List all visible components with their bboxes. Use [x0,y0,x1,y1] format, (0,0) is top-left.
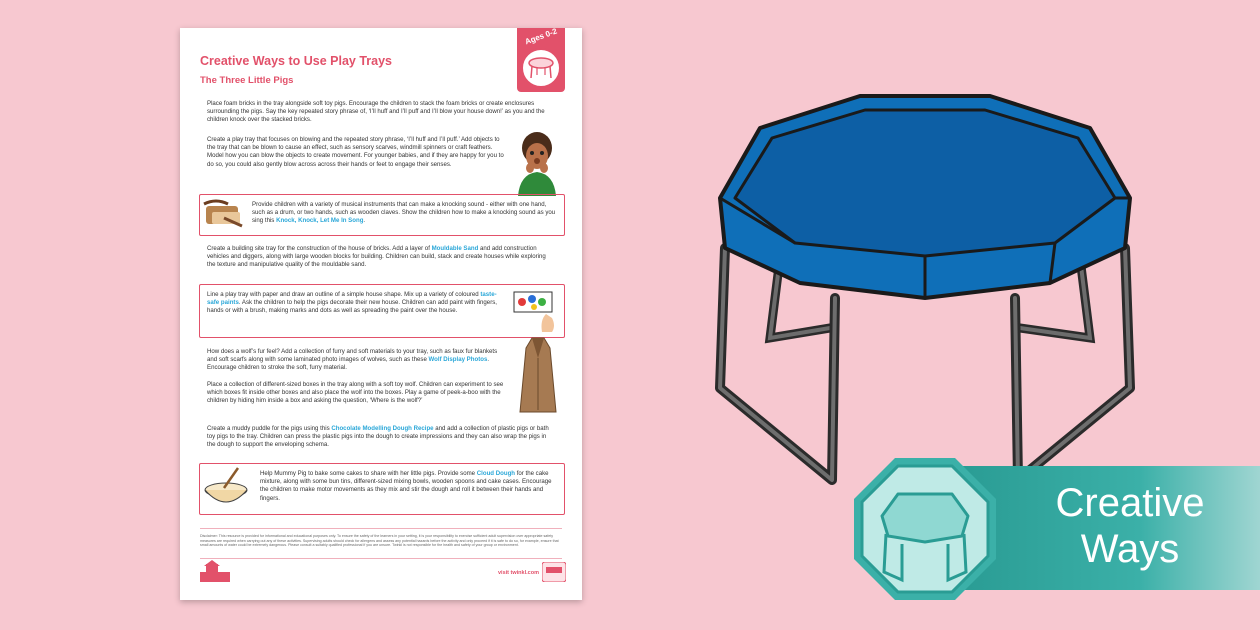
paragraph-text-after: . Ask the children to help the pigs decorate their new house. Children can add paint with fingers, hands or with a brush, making marks and dots as well as spreading the paint over the house. [207,299,497,315]
activity-paragraph [207,100,555,125]
play-tray-illustration [700,88,1150,488]
worksheet-page [180,28,582,600]
paints-link[interactable]: taste-safe paints [207,291,497,307]
page-subtitle: The Three Little Pigs [200,75,294,86]
song-link[interactable]: Knock, Knock, Let Me In Song [276,217,364,225]
paragraph-text-before: Create a muddy puddle for the pigs using this [207,425,332,432]
divider [200,528,562,529]
promo-heading-line2: Ways [1080,527,1180,571]
drum-hand-illustration [202,196,250,232]
promo-heading-line1: Creative [1055,481,1205,525]
paragraph-text-after: for the cake mixture, along with some bun tins, different-sized mixing bowls, wooden spoons and cake cases. Encourage the children to make motor movements as they mix and stir the dough and roll it between their hands and fingers. [260,470,552,502]
divider [200,558,562,559]
cloud-dough-link[interactable]: Cloud Dough [476,470,516,477]
mouldable-sand-link[interactable]: Mouldable Sand [431,245,479,252]
activity-paragraph [260,470,557,503]
activity-paragraph [207,425,555,450]
paragraph-text: Place foam bricks in the tray alongside soft toy pigs. Encourage the children to stack the foam bricks or create enclosures surrounding the pigs. Say the key repeated story phrase of, ‘I’ll huff and I’ll puff and I’ll blow your house down!’ as you and the children knock over the stacked bricks. [207,100,545,124]
paragraph-text-before: Create a building site tray for the construction of the house of bricks. Add a layer of [207,245,432,252]
paragraph-text-after: . Encourage children to stroke the soft, furry material. [207,356,490,372]
activity-paragraph [207,381,512,406]
promo-banner [960,466,1260,590]
paragraph-text: Create a play tray that focuses on blowing and the repeated story phrase, ‘I’ll huff and I’ll puff.’ Add objects to the tray that can be blown to cause an effect, such as sensory scarves, windmill spinners or craft feathers. Model how you can blow the objects to create movement. For younger babies, and if they are happy for you to do so, you could also gently blow across across their hands or feet to engage their senses. [207,136,504,168]
age-badge-label: Ages 0-2 [523,26,559,47]
paragraph-text-after: . [363,217,366,225]
wolf-photos-link[interactable]: Wolf Display Photos [428,356,488,364]
paragraph-text-before: How does a wolf’s fur feel? Add a collection of furry and soft materials to your tray, such as faux fur blankets and soft scarfs along with some laminated photo images of wolves, such as these [207,348,498,364]
activity-paragraph [252,201,557,226]
paint-palette-illustration [512,288,560,334]
fur-coat-illustration [516,334,560,416]
blocks-logo-icon [200,560,230,582]
activity-paragraph [207,245,555,270]
activity-paragraph [207,136,507,169]
paragraph-text: Place a collection of different-sized boxes in the tray along with a soft toy wolf. Children can experiment to see which boxes fit inside other boxes and also place the wolf into the boxes. Play a game of peek-a-boo with the children by hiding him inside a box and asking the question, ‘Where is the wolf?’ [207,381,504,405]
activity-paragraph [207,348,507,373]
age-badge [517,28,565,92]
dough-recipe-link[interactable]: Chocolate Modelling Dough Recipe [331,425,434,432]
activity-paragraph [207,291,507,316]
paragraph-text-before: Line a play tray with paper and draw an outline of a simple house shape. Mix up a variety of coloured [207,291,481,298]
paragraph-text-after: and add a collection of plastic pigs or bath toy pigs to the tray. Children can press the plastic pigs into the dough to create impressions and they can also wrap the pigs in the dough to support the enveloping schema. [207,425,549,449]
play-tray-badge-icon [850,454,1000,604]
paragraph-text-before: Help Mummy Pig to bake some cakes to share with her little pigs. Provide some [260,470,477,477]
paragraph-text-before: Provide children with a variety of musical instruments that can make a knocking sound - either with one hand, such as a drum, or two hands, such as wooden claves. Show the children how to make a knocking sound as you sing this [252,201,556,225]
disclaimer-text: Disclaimer: This resource is provided for informational and educational purposes only. To ensure the safety of the learners in your setting, it is your responsibility to exercise sufficient adult supervision over appropriate safety measures are required when carrying out any of these activities. Supervising adults should check for allergens and assess any potential hazards before the activity and only proceed if it is safe to do so, for example, ensure that small amounts of water could be extremely dangerous. Please consult a suitably qualified professional if you are unsure. Twinkl is not responsible for the health and safety of your group or environment. [200,534,559,548]
twinkl-logo-icon [542,562,566,582]
footer-url[interactable]: visit twinkl.com [498,570,539,576]
page-title: Creative Ways to Use Play Trays [200,54,392,68]
play-tray-icon [521,48,561,88]
promo-heading [1020,480,1240,572]
child-blowing-illustration [510,128,564,196]
paragraph-text-after: and add construction vehicles and diggers, along with large wooden blocks for building. Children can build, stack and create houses while exploring the texture and manipulative quality of the mouldable sand. [207,245,546,269]
mixing-bowl-illustration [202,466,252,510]
